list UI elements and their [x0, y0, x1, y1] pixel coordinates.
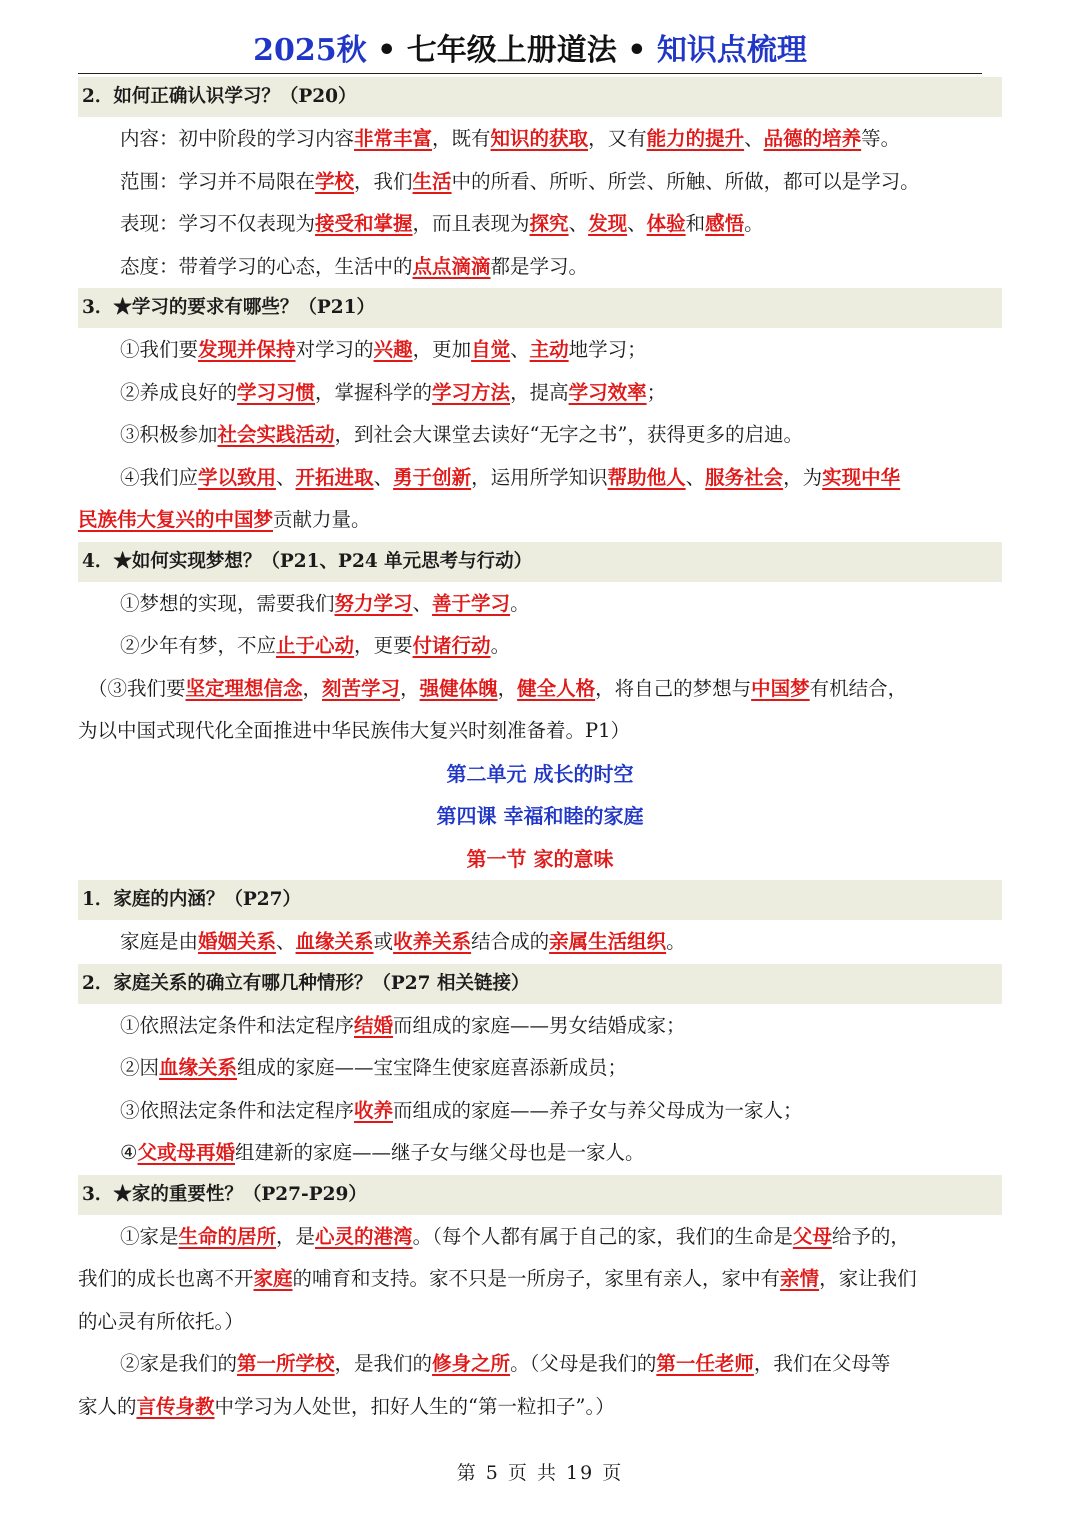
- key-term: 学习方法: [432, 380, 511, 404]
- section-title: 第一节 家的意味: [466, 846, 614, 871]
- key-term: 体验: [646, 212, 686, 235]
- text-span: ，将自己的梦想与: [595, 676, 752, 700]
- text-span: 和: [685, 212, 706, 235]
- key-term: 父母: [792, 1224, 832, 1248]
- key-term: 刻苦学习: [322, 676, 401, 700]
- header-year: 2025秋: [253, 33, 367, 68]
- text-span: 都是学习。: [490, 254, 589, 278]
- text-span: 表现：学习不仅表现为: [120, 212, 316, 235]
- key-term: 发现: [588, 212, 628, 235]
- text-span: 贡献力量。: [273, 508, 371, 531]
- text-span: 结合成的: [471, 930, 550, 953]
- text-line: [78, 1132, 1002, 1175]
- key-term: 非常丰富: [354, 127, 433, 150]
- key-term: 接受和掌握: [315, 212, 413, 235]
- text-line: [78, 329, 1002, 372]
- text-span: 、: [276, 465, 296, 489]
- text-span: 。（每个人都有属于自己的家，我们的生命是: [412, 1224, 793, 1248]
- text-span: 、: [373, 465, 394, 489]
- key-term: 学习习惯: [237, 380, 316, 404]
- text-line: [78, 118, 1002, 161]
- page-footer: 第 5 页 共 19 页: [456, 1462, 624, 1484]
- text-line: [78, 921, 1002, 964]
- key-term: 父或母再婚: [137, 1141, 235, 1164]
- key-term: 学习效率: [568, 380, 647, 404]
- text-line: [78, 1258, 1002, 1301]
- text-span: ①家是: [120, 1224, 179, 1248]
- header-topic: 知识点梳理: [656, 33, 807, 68]
- text-span: ，提高: [510, 380, 569, 404]
- text-span: 。: [744, 212, 764, 235]
- key-term: 感悟: [705, 212, 745, 235]
- key-term: 第一所学校: [237, 1352, 335, 1375]
- key-term: 点点滴滴: [412, 254, 491, 278]
- text-span: ②养成良好的: [120, 380, 238, 404]
- text-span: ，既有: [432, 127, 491, 150]
- key-term: 血缘关系: [159, 1056, 238, 1079]
- key-term: 知识的获取: [490, 127, 589, 150]
- text-span: ②少年有梦，不应: [120, 634, 277, 657]
- key-term: 生活: [412, 169, 452, 193]
- text-span: 中的所看、所听、所尝、所触、所做，都可以是学习。: [451, 169, 920, 193]
- text-line: [78, 372, 1002, 415]
- key-term: 第一任老师: [656, 1352, 754, 1375]
- key-term: 收养关系: [393, 930, 472, 953]
- text-span: ②家是我们的: [120, 1352, 238, 1375]
- key-term: 发现并保持: [198, 338, 296, 361]
- text-line: [78, 161, 1002, 204]
- text-line: [78, 1386, 1002, 1429]
- text-span: ，又有: [588, 127, 647, 150]
- key-term: 结婚: [354, 1013, 394, 1037]
- key-term: 亲属生活组织: [549, 930, 667, 953]
- page-content: [78, 77, 1002, 1428]
- text-line: [78, 1343, 1002, 1386]
- text-span: ，运用所学知识: [471, 465, 608, 489]
- key-term: 收养: [354, 1098, 394, 1122]
- text-span: 而组成的家庭——养子女与养父母成为一家人；: [393, 1098, 803, 1122]
- text-span: 、: [510, 338, 530, 361]
- text-span: 。: [510, 591, 530, 615]
- header-separator: •: [627, 33, 647, 68]
- key-term: 强健体魄: [419, 676, 498, 700]
- page-header: [78, 28, 982, 74]
- text-span: ，: [497, 676, 518, 700]
- text-span: 等。: [861, 127, 901, 150]
- question-heading: 3．★家的重要性？（P27-P29）: [78, 1175, 1002, 1215]
- header-subject: 七年级上册道法: [406, 33, 617, 68]
- text-span: ，而且表现为: [412, 212, 530, 235]
- key-term: 中国梦: [751, 676, 810, 700]
- text-span: ，: [400, 676, 420, 700]
- text-span: 组建新的家庭——继子女与继父母也是一家人。: [235, 1141, 645, 1164]
- text-span: ①我们要: [120, 338, 199, 361]
- key-term: 止于心动: [276, 634, 355, 657]
- text-span: ，: [302, 676, 323, 700]
- text-span: 、: [412, 591, 433, 615]
- text-span: 给予的，: [831, 1224, 910, 1248]
- key-term: 修身之所: [432, 1352, 511, 1375]
- key-term: 开拓进取: [295, 465, 374, 489]
- key-term: 自觉: [471, 338, 511, 361]
- text-span: ，更加: [412, 338, 472, 361]
- text-span: ，我们在父母等: [753, 1352, 891, 1375]
- key-term: 坚定理想信念: [185, 676, 303, 700]
- key-term: 社会实践活动: [217, 423, 335, 446]
- key-term: 帮助他人: [607, 465, 686, 489]
- question-heading: 4．★如何实现梦想？（P21、P24 单元思考与行动）: [78, 542, 1002, 582]
- text-span: 地学习；: [568, 338, 647, 361]
- text-line: [78, 499, 1002, 542]
- text-span: ①梦想的实现，需要我们: [120, 591, 335, 615]
- text-line: [78, 1090, 1002, 1133]
- key-term: 学校: [315, 169, 355, 193]
- key-term: 血缘关系: [295, 930, 374, 953]
- text-span: 而组成的家庭——男女结婚成家；: [393, 1013, 686, 1037]
- key-term: 健全人格: [517, 676, 596, 700]
- text-line: [78, 1047, 1002, 1090]
- key-term: 婚姻关系: [198, 930, 277, 953]
- text-span: （③我们要: [88, 676, 186, 700]
- text-span: 、: [744, 127, 764, 150]
- key-term: 勇于创新: [393, 465, 472, 489]
- text-line: 为以中国式现代化全面推进中华民族伟大复兴时刻准备着。P1）: [78, 719, 631, 742]
- text-span: 对学习的: [295, 338, 374, 361]
- key-term: 兴趣: [373, 338, 413, 361]
- text-span: 内容：初中阶段的学习内容: [120, 127, 355, 150]
- text-span: 家庭是由: [120, 930, 199, 953]
- text-span: ②因: [120, 1056, 160, 1079]
- header-separator: •: [377, 33, 397, 68]
- text-span: ，为: [783, 465, 823, 489]
- key-term: 家庭: [253, 1267, 293, 1290]
- lesson-title: 第四课 幸福和睦的家庭: [436, 804, 644, 828]
- text-line: [78, 583, 1002, 626]
- key-term: 亲情: [780, 1267, 820, 1290]
- text-span: ，是: [276, 1224, 316, 1248]
- key-term: 服务社会: [705, 465, 784, 489]
- text-span: 。: [490, 634, 511, 657]
- key-term: 民族伟大复兴的中国梦: [78, 508, 274, 531]
- key-term: 学以致用: [198, 465, 277, 489]
- text-span: ，是我们的: [334, 1352, 433, 1375]
- text-span: ；: [646, 380, 667, 404]
- key-term: 主动: [529, 338, 569, 361]
- key-term: 实现中华: [822, 465, 901, 489]
- text-span: 、: [627, 212, 647, 235]
- text-span: 我们的成长也离不开: [78, 1267, 254, 1290]
- key-term: 付诸行动: [412, 634, 491, 657]
- key-term: 善于学习: [432, 591, 511, 615]
- text-span: 范围：学习并不局限在: [120, 169, 316, 193]
- text-line: 的心灵有所依托。）: [78, 1309, 244, 1333]
- text-span: ③依照法定条件和法定程序: [120, 1098, 355, 1122]
- text-span: 、: [276, 930, 296, 953]
- text-span: ，我们: [354, 169, 413, 193]
- text-span: 。: [666, 930, 686, 953]
- key-term: 能力的提升: [646, 127, 745, 150]
- key-term: 生命的居所: [178, 1224, 277, 1248]
- text-span: 组成的家庭——宝宝降生使家庭喜添新成员；: [237, 1056, 628, 1079]
- key-term: 探究: [529, 212, 569, 235]
- text-span: ，到社会大课堂去读好“无字之书”，获得更多的启迪。: [334, 423, 803, 446]
- text-span: ④我们应: [120, 465, 199, 489]
- text-span: 态度：带着学习的心态，生活中的: [120, 254, 413, 278]
- text-span: ，更要: [354, 634, 413, 657]
- question-heading: 1．家庭的内涵？（P27）: [78, 880, 1002, 920]
- key-term: 努力学习: [334, 591, 413, 615]
- text-span: ④: [120, 1141, 138, 1164]
- text-span: ①依照法定条件和法定程序: [120, 1013, 355, 1037]
- text-span: 有机结合，: [809, 676, 908, 700]
- text-line: [78, 203, 1002, 246]
- text-span: 或: [373, 930, 394, 953]
- text-span: 的哺育和支持。家不只是一所房子，家里有亲人，家中有: [292, 1267, 781, 1290]
- unit-title: 第二单元 成长的时空: [446, 761, 634, 786]
- text-span: 中学习为人处世，扣好人生的“第一粒扣子”。）: [214, 1394, 615, 1418]
- text-span: ，家让我们: [819, 1267, 917, 1290]
- question-heading: 2．如何正确认识学习？（P20）: [78, 77, 1002, 117]
- text-line: [78, 414, 1002, 457]
- key-term: 心灵的港湾: [315, 1224, 413, 1248]
- text-span: ，掌握科学的: [315, 380, 433, 404]
- text-span: 家人的: [78, 1394, 137, 1418]
- header-title: [253, 33, 807, 68]
- text-line: [78, 1216, 1002, 1259]
- text-line: [78, 668, 1002, 711]
- text-span: 、: [685, 465, 706, 489]
- text-line: [78, 1005, 1002, 1048]
- text-line: [78, 625, 1002, 668]
- text-line: [78, 457, 1002, 500]
- question-heading: 2．家庭关系的确立有哪几种情形？（P27 相关链接）: [78, 964, 1002, 1004]
- text-line: [78, 246, 1002, 289]
- text-span: ③积极参加: [120, 423, 218, 446]
- key-term: 言传身教: [136, 1394, 215, 1418]
- text-span: 、: [568, 212, 589, 235]
- question-heading: 3．★学习的要求有哪些？（P21）: [78, 288, 1002, 328]
- key-term: 品德的培养: [763, 127, 862, 150]
- text-span: 。（父母是我们的: [510, 1352, 657, 1375]
